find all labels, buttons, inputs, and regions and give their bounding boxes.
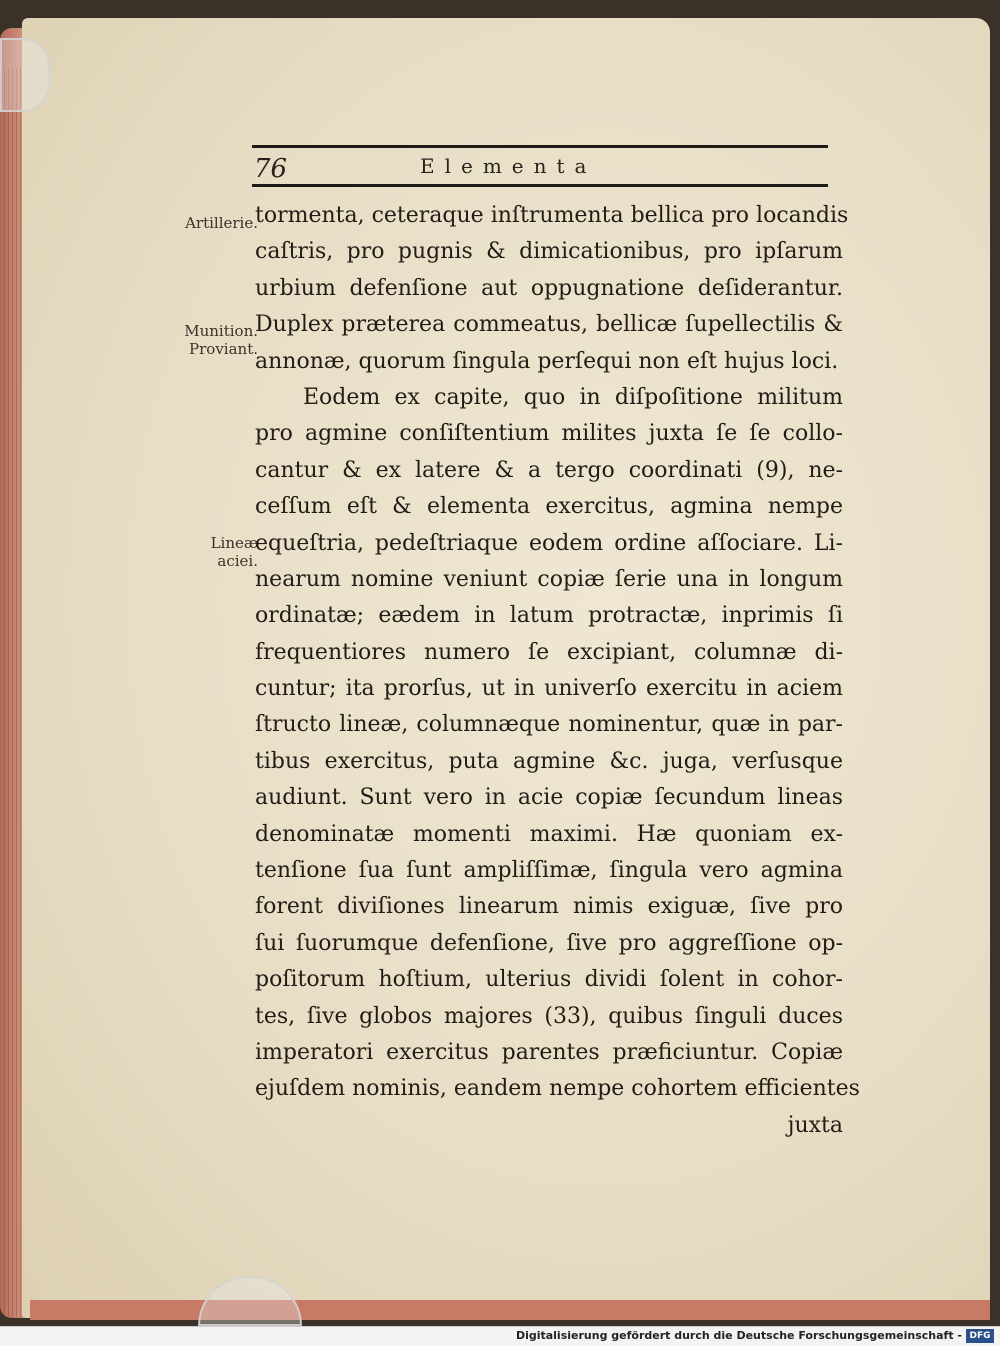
text-line: ejuſdem nominis, eandem nempe cohortem efficientes: [255, 1076, 860, 1102]
text-line: cuntur; ita prorſus, ut in univerſo exercitu in aciem: [255, 676, 843, 702]
catchword: juxta: [787, 1112, 843, 1138]
text-line: ceſſum eſt & elementa exercitus, agmina nempe: [255, 494, 843, 520]
footer-bar: [0, 1326, 1000, 1346]
text-line: imperatori exercitus parentes præficiuntur. Copiæ: [255, 1039, 843, 1065]
body-text: [255, 198, 860, 1144]
page-clip-top: [0, 38, 50, 112]
text-line: forent diviſiones linearum nimis exiguæ, ſive pro: [255, 894, 843, 920]
text-line: urbium defenſione aut oppugnatione deſiderantur.: [255, 275, 843, 301]
text-line: tormenta, ceteraque inſtrumenta bellica pro locandis: [255, 203, 849, 228]
text-line: Eodem ex capite, quo in diſpoſitione militum: [303, 384, 843, 410]
text-line: pro agmine conſiſtentium milites juxta ſe ſe collo-: [255, 421, 843, 447]
text-line: frequentiores numero ſe excipiant, columnæ di-: [255, 639, 843, 665]
margin-note-lineae: Lineæ: [210, 534, 258, 552]
margin-note-artillerie: Artillerie.: [185, 214, 258, 232]
text-line: ſtructo lineæ, columnæque nominentur, quæ in par-: [255, 712, 843, 738]
text-line: ſui ſuorumque defenſione, ſive pro aggreſſione op-: [255, 930, 843, 956]
text-line: equeſtria, pedeſtriaque eodem ordine aſſociare. Li-: [255, 530, 843, 556]
page-header: [252, 140, 828, 192]
text-line: tenſione ſua ſunt ampliſſimæ, ſingula vero agmina: [255, 858, 843, 884]
page-number: 76: [254, 154, 288, 184]
text-line: annonæ, quorum ſingula perſequi non eſt hujus loci.: [255, 348, 839, 374]
header-rule-top: [252, 145, 828, 148]
text-line: ordinatæ; eædem in latum protractæ, inprimis ſi: [255, 603, 843, 629]
running-title: Elementa: [420, 154, 597, 178]
text-line: cantur & ex latere & a tergo coordinati (9), ne-: [255, 457, 843, 483]
text-line: tibus exercitus, puta agmine &c. juga, verſusque: [255, 748, 843, 774]
margin-note-aciei: aciei.: [217, 552, 258, 570]
dfg-logo-icon: DFG: [966, 1329, 994, 1343]
text-line: nearum nomine veniunt copiæ ſerie una in longum: [255, 566, 843, 592]
text-line: Duplex præterea commeatus, bellicæ ſupellectilis &: [255, 312, 843, 338]
margin-note-proviant: Proviant.: [189, 340, 258, 358]
text-line: audiunt. Sunt vero in acie copiæ ſecundum lineas: [255, 785, 843, 811]
margin-note-munition: Munition.: [184, 322, 258, 340]
footer-credit: Digitalisierung gefördert durch die Deutsche Forschungsgemeinschaft -: [515, 1329, 962, 1342]
text-line: caſtris, pro pugnis & dimicationibus, pro ipſarum: [255, 239, 843, 265]
text-line: tes, ſive globos majores (33), quibus ſinguli duces: [255, 1003, 843, 1029]
page-bottom-edge: [30, 1300, 990, 1320]
text-line: denominatæ momenti maximi. Hæ quoniam ex-: [255, 821, 843, 847]
text-line: poſitorum hoſtium, ulterius dividi ſolent in cohor-: [255, 967, 843, 993]
header-rule-bottom: [252, 184, 828, 187]
